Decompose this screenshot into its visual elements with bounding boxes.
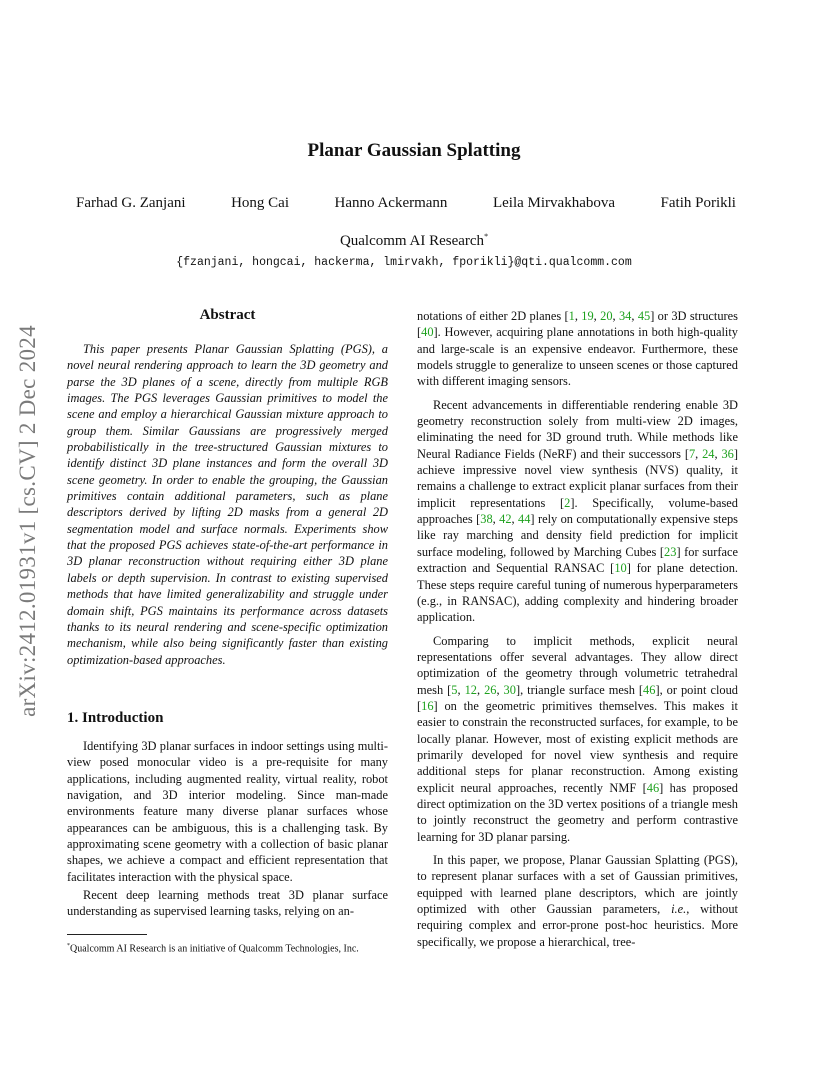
citation-link[interactable]: 30 bbox=[503, 682, 516, 697]
citation-link[interactable]: 1 bbox=[568, 309, 575, 323]
citation-link[interactable]: 44 bbox=[518, 512, 531, 527]
text-run: Comparing to implicit methods, explicit neural representations offer several advantages. They allow direct optimization of the geometry through volumetric tetrahedral mesh [ bbox=[417, 633, 738, 697]
citation-link[interactable]: 26 bbox=[484, 682, 497, 697]
author: Leila Mirvakhabova bbox=[492, 195, 616, 211]
text-run: , bbox=[593, 309, 601, 323]
citation-link[interactable]: 2 bbox=[564, 495, 571, 510]
footnote-rule bbox=[67, 934, 147, 935]
author: Hanno Ackermann bbox=[334, 195, 448, 211]
citation-link[interactable]: 42 bbox=[499, 512, 512, 527]
citation-link[interactable]: 10 bbox=[614, 561, 627, 576]
footnote: *Qualcomm AI Research is an initiative of Qualcomm Technologies, Inc. bbox=[67, 943, 359, 955]
author-list bbox=[76, 195, 736, 212]
citation-link[interactable]: 38 bbox=[480, 512, 493, 527]
citation-link[interactable]: 24 bbox=[702, 446, 715, 461]
paragraph: Recent deep learning methods treat 3D planar surface understanding as supervised learning tasks, relying on an- bbox=[67, 888, 388, 919]
affiliation-footnote-mark: * bbox=[484, 232, 489, 241]
citation-link[interactable]: 23 bbox=[664, 544, 677, 559]
citation-link[interactable]: 20 bbox=[600, 309, 613, 323]
right-column bbox=[417, 308, 738, 950]
text-run: , bbox=[492, 512, 500, 527]
text-run: ] or 3D structures [ bbox=[417, 309, 739, 340]
arxiv-stamp: arXiv:2412.01931v1 [cs.CV] 2 Dec 2024 bbox=[15, 325, 40, 717]
text-run: ] for surface extraction and Sequential RANSAC [ bbox=[417, 544, 738, 576]
paragraph: Identifying 3D planar surfaces in indoor settings using multi-view posed monocular video is a pre-requisite for many applications, including augmented reality, virtual reality, robot navigation, and 3D interior modeling. Since man-made environments feature many diverse planar surfaces whose appearances can be ambiguous, this is a challenging task. By approximating scene geometry with a collection of basic planar shapes, we achieve a compact and efficient representation that facilitates interaction with the physical space. bbox=[67, 739, 388, 884]
paragraph bbox=[417, 308, 738, 390]
text-run: , bbox=[612, 309, 619, 323]
text-run: ]. Specifically, volume-based approaches [ bbox=[417, 495, 738, 527]
text-run: ]. However, acquiring plane annotations in both high-quality and large-scale is an expensive endeavor. Furthermore, these models struggle to generalize to unseen scenes or those captured with different imaging sensors. bbox=[417, 325, 738, 389]
citation-link[interactable]: 7 bbox=[688, 446, 696, 461]
text-run: , bbox=[511, 512, 519, 527]
citation-link[interactable]: 45 bbox=[637, 309, 651, 323]
citation-link[interactable]: 46 bbox=[643, 682, 656, 697]
text-run: ], triangle surface mesh [ bbox=[515, 682, 644, 697]
author: Fatih Porikli bbox=[660, 195, 736, 211]
paper-title: Planar Gaussian Splatting bbox=[307, 140, 521, 161]
citation-link[interactable]: 34 bbox=[618, 309, 632, 323]
citation-link[interactable]: 5 bbox=[451, 682, 458, 697]
text-run: , bbox=[574, 309, 582, 323]
citation-link[interactable]: 19 bbox=[581, 309, 594, 323]
citation-link[interactable]: 12 bbox=[464, 682, 477, 697]
text-run: ] on the geometric primitives themselves. This makes it easier to constrain the reconstructed surfaces, for example, to be locally planar. However, most of existing explicit methods are primarily developed for novel view synthesis and require additional steps for planar reconstruction. Among existing explicit neural approaches, recently NMF [ bbox=[417, 698, 738, 795]
text-run: Recent advancements in differentiable rendering enable 3D geometry reconstruction solely from multi-view 2D images, eliminating the need for 3D ground truth. While methods like Neural Radiance Fields (NeRF) and their successors [ bbox=[417, 397, 738, 461]
paragraph: In this paper, we propose, Planar Gaussian Splatting (PGS), to represent planar surfaces with a set of Gaussian primitives, equipped with learned plane descriptors, which are jointly optimized with other Gaussian parameters, i.e., without requiring complex and error-prone post-hoc heuristics. More specifically, we propose a hierarchical, tree- bbox=[417, 853, 738, 949]
abstract-heading: Abstract bbox=[199, 307, 256, 323]
section-heading-introduction: 1. Introduction bbox=[67, 710, 164, 726]
text-run: notations of either 2D planes [ bbox=[417, 309, 569, 323]
text-run: ] achieve impressive novel view synthesis (NVS) quality, it remains a challenge to extract explicit planar surfaces from their implicit representations [ bbox=[417, 446, 738, 510]
author: Farhad G. Zanjani bbox=[76, 195, 186, 211]
paragraph bbox=[417, 397, 738, 626]
text-run: ] has proposed direct optimization on the 3D vertex positions of a triangle mesh to jointly reconstruct the geometry and perform contrastive learning for 3D planar parsing. bbox=[417, 780, 738, 844]
paragraph bbox=[417, 633, 738, 845]
text-run: , bbox=[631, 309, 638, 323]
text-run: ] for plane detection. These steps require careful tuning of numerous hyperparameters (e.g., in RANSAC), adding complexity and hindering broader application. bbox=[417, 561, 739, 625]
text-run: , bbox=[476, 682, 485, 697]
abstract-text: This paper presents Planar Gaussian Splatting (PGS), a novel neural rendering approach to learn the 3D geometry and parse the 3D planes of a scene, directly from multiple RGB images. The PGS leverages Gaussian primitives to model the scene and employ a hierarchical Gaussian mixture approach to group them. Similar Gaussians are progressively merged probabilistically in the tree-structured Gaussian mixtures to identify distinct 3D plane instances and form the overall 3D scene geometry. In order to enable the grouping, the Gaussian primitives contain additional parameters, such as plane descriptors derived by lifting 2D masks from a general 2D segmentation model and surface normals. Experiments show that the proposed PGS achieves state-of-the-art performance in 3D planar reconstruction without requiring either 3D plane labels or depth supervision. In contrast to existing supervised methods that have limited generalizability and struggle under domain shift, PGS maintains its performance across datasets thanks to its neural rendering and scene-specific optimization mechanism, while also being significantly faster than existing optimization-based approaches. bbox=[67, 342, 388, 667]
citation-link[interactable]: 36 bbox=[721, 446, 734, 461]
text-run: , bbox=[496, 682, 504, 697]
text-run: ] rely on computationally expensive steps like ray marching and density field prediction for implicit surface modeling, followed by Marching Cubes [ bbox=[417, 512, 739, 559]
text-run: ], or point cloud [ bbox=[417, 682, 738, 713]
citation-link[interactable]: 40 bbox=[421, 325, 434, 340]
author-emails: {fzanjani, hongcai, hackerma, lmirvakh, fporikli}@qti.qualcomm.com bbox=[176, 256, 632, 269]
citation-link[interactable]: 46 bbox=[646, 780, 660, 795]
text-run: , bbox=[714, 446, 722, 461]
abstract-body bbox=[67, 341, 388, 668]
text-run: , bbox=[457, 682, 465, 697]
introduction-left-column bbox=[67, 738, 388, 920]
affiliation: Qualcomm AI Research* bbox=[339, 232, 489, 249]
author: Hong Cai bbox=[231, 195, 290, 211]
text-run: , bbox=[695, 446, 703, 461]
citation-link[interactable]: 16 bbox=[421, 698, 434, 713]
